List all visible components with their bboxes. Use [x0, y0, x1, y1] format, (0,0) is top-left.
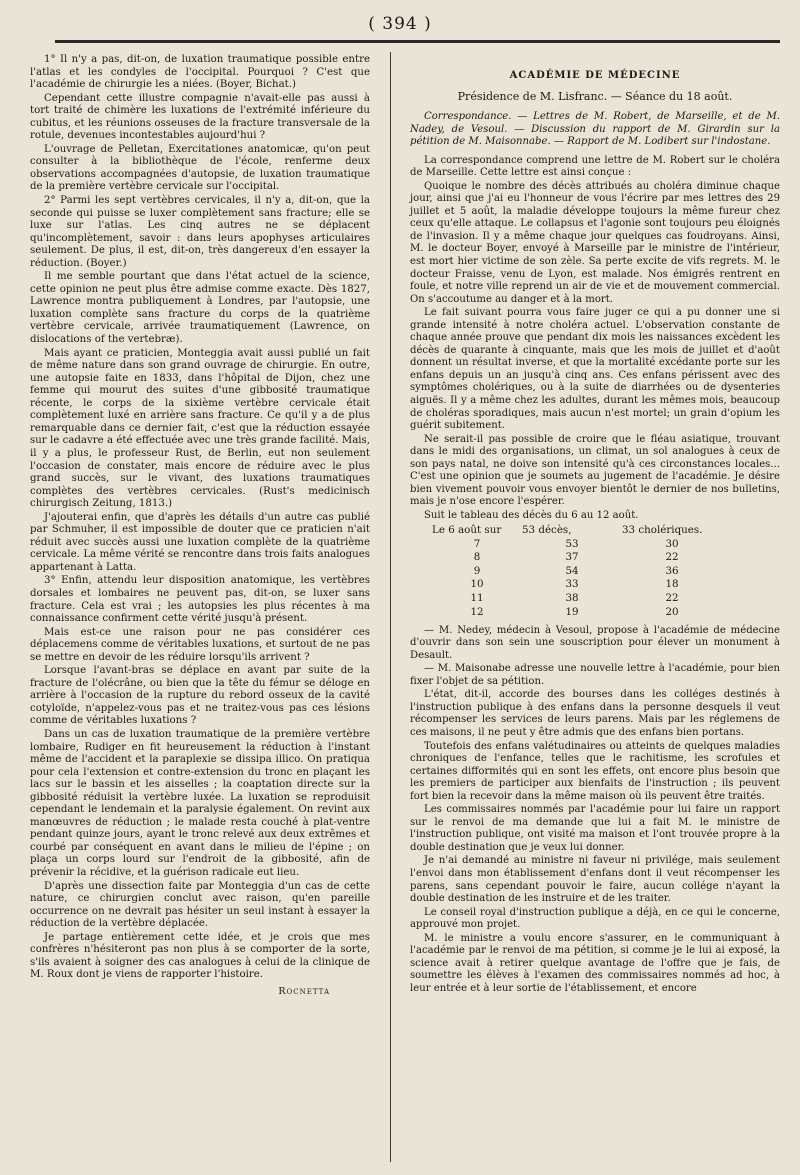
paragraph: Mais ayant ce praticien, Monteggia avait aussi publié un fait de même nature dans son grand ouvrage de chirurgie. En outre, une autopsie faite en 1833, dans l'hôpital de Dijon, chez une femme qui mourut des suites d'une gibbosité traumatique récente, le corps de la sixième vertèbre cervicale était complètement luxé en arrière sans fracture. Ce qu'il y a de plus remarquable dans ce dernier fait, c'est que la réduction essayée sur le cadavre a été effectuée avec une très grande facilité. Mais, il y a plus, le professeur Rust, de Berlin, eut non seulement l'occasion de constater, mais encore de réduire avec le plus grand succès, sur le vivant, des luxations traumatiques complètes des vertèbres cervicales. (Rust's medicinisch chirurgisch Zeitung, 1813.): [30, 347, 370, 510]
table-row: [432, 605, 722, 619]
column-divider: [390, 52, 391, 1162]
paragraph: Mais est-ce une raison pour ne pas considérer ces déplacemens comme de véritables luxations, et surtout de ne pas se mettre en devoir de les réduire lorsqu'ils arrivent ?: [30, 626, 370, 663]
author-signature: Rocnetta: [278, 985, 330, 997]
table-cell: 12: [470, 605, 484, 618]
paragraph: Lorsque l'avant-bras se déplace en avant par suite de la fracture de l'olécrâne, ou bien que la tête du fémur se déloge en arrière à l'occasion de la rupture du rebord osseux de la cavité cotyloïde, n'appelez-vous pas et ne traitez-vous pas ces lésions comme de véritables luxations ?: [30, 665, 370, 727]
table-cell: 53: [565, 537, 579, 550]
deaths-table: [432, 523, 722, 618]
paragraph: Dans un cas de luxation traumatique de la première vertèbre lombaire, Rudiger en fit heureusement la réduction à l'instant même de l'accident et la paraplexie se dissipa illico. On pratiqua pour cela l'extension et contre-extension du tronc en plaçant les lacs sur le bassin et les aisselles ; la coaptation directe sur la gibbosité réduisit la vertèbre luxée. La luxation se reproduisit cependant le lendemain et la paralysie également. On revint aux manœuvres de réduction ; le malade resta couché à plat-ventre pendant quinze jours, ayant le tronc relevé aux deux extrêmes et courbé par conséquent en avant dans le milieu de l'épine ; on plaça un corps lourd sur l'endroit de la gibbosité, afin de prévenir la récidive, et la guérison radicale eut lieu.: [30, 728, 370, 878]
table-cell: 54: [565, 564, 579, 577]
page-number: ( 394 ): [368, 14, 432, 34]
header-rule: [55, 40, 780, 43]
paragraph: L'état, dit-il, accorde des bourses dans les colléges destinés à l'instruction publique à des enfans dans la personne desquels il veut récompenser les services de leurs parens. Mais par les réglemens de ces maisons, il ne peut y être admis que des enfans bien portans.: [410, 689, 780, 738]
table-row: [432, 537, 722, 551]
table-cell: 30: [665, 537, 679, 550]
paragraph: Suit le tableau des décès du 6 au 12 août.: [424, 509, 639, 521]
paragraph: Quoique le nombre des décès attribués au choléra diminue chaque jour, ainsi que j'ai eu l'honneur de vous l'écrire par mes lettres des 29 juillet et 5 août, la maladie développe toujours la même fureur chez ceux qu'elle attaque. Le collapsus et l'agonie sont toujours peu éloignés de l'invasion. Il y a même chaque jour quelques cas foudroyans. Ainsi, M. le docteur Boyer, envoyé à Marseille par le ministre de l'intérieur, est mort hier victime de son zèle. Sa perte excite de vifs regrets. M. le docteur Fraisse, venu de Lyon, est malade. Nos émigrés rentrent en foule, et notre ville reprend un air de vie et de mouvement commercial. On s'accoutume au danger et à la mort.: [410, 180, 780, 305]
table-cell: 22: [665, 591, 679, 604]
paragraph: Cependant cette illustre compagnie n'avait-elle pas aussi à tort traité de chimère les luxations de l'extrémité inférieure du cubitus, et les réunions osseuses de la fracture transversale de la rotule, devenues incontestables aujourd'hui ?: [30, 92, 370, 142]
table-cell: 19: [565, 605, 579, 618]
paragraph: 1° Il n'y a pas, dit-on, de luxation traumatique possible entre l'atlas et les condyles de l'occipital. Pourquoi ? C'est que l'académie de chirurgie les a niées. (Boyer, Bichat.): [30, 54, 370, 91]
table-cell: 36: [665, 564, 679, 577]
table-header-cell: 53 décès,: [522, 523, 572, 536]
paragraph: D'après une dissection faite par Monteggia d'un cas de cette nature, ce chirurgien conclut avec raison, qu'en pareille occurrence on ne devrait pas hésiter un seul instant à essayer la réduction de la vertèbre déplacée.: [30, 880, 370, 930]
paragraph: La correspondance comprend une lettre de M. Robert sur le choléra de Marseille. Cette lettre est ainsi conçue :: [410, 154, 780, 179]
table-cell: 9: [473, 564, 481, 577]
table-row: [432, 564, 722, 578]
paragraph: Ne serait-il pas possible de croire que le fléau asiatique, trouvant dans le midi des organisations, un climat, un sol analogues à ceux de son pays natal, ne doive son intensité qu'à ces circonstances locales... C'est une opinion que je soumets au jugement de l'académie. Je désire bien vivement pouvoir vous envoyer bientôt le dernier de nos bulletins, mais je n'ose encore l'espérer.: [410, 433, 780, 508]
session-summary: Correspondance. — Lettres de M. Robert, de Marseille, et de M. Nadey, de Vesoul. — Discussion du rapport de M. Girardin sur la pétition de M. Maisonnabe. — Rapport de M. Lodibert sur l'indostane.: [410, 111, 780, 148]
paragraph: Le conseil royal d'instruction publique a déjà, en ce qui le concerne, approuvé mon projet.: [410, 906, 780, 931]
table-cell: 7: [473, 537, 481, 550]
paragraph: — M. Nedey, médecin à Vesoul, propose à l'académie de médecine d'ouvrir dans son sein une souscription pour élever un monument à Desault.: [410, 624, 780, 661]
table-cell: 8: [473, 551, 481, 564]
table-cell: 10: [470, 578, 484, 591]
table-cell: 37: [565, 551, 579, 564]
paragraph: 2° Parmi les sept vertèbres cervicales, il n'y a, dit-on, que la seconde qui puisse se luxer complètement sans fracture; elle se luxe sur l'atlas. Les cinq autres ne se déplacent qu'incomplètement, savoir : dans leurs apophyses articulaires seulement. De plus, il est, dit-on, très dangereux d'en essayer la réduction. (Boyer.): [30, 195, 370, 269]
table-cell: 33: [565, 578, 579, 591]
table-row: [432, 591, 722, 605]
table-header-cell: 33 cholériques.: [622, 523, 703, 536]
paragraph: Le fait suivant pourra vous faire juger ce qui a pu donner une si grande intensité à notre choléra actuel. L'observation constante de chaque année prouve que pendant dix mois les naissances excèdent les décès de quarante à cinquante, mais que les mois de juillet et d'août donnent un résultat inverse, et que la mortalité excédante porte sur les enfans depuis un an jusqu'à cinq ans. Ces enfans périssent avec des symptômes cholériques, ou à la suite de diarrhées ou de dysenteries aiguës. Il y a même chez les adultes, durant les mêmes mois, beaucoup de choléras sporadiques, mais aucun n'est mortel; un grain d'opium les guérit subitement.: [410, 307, 780, 432]
paragraph: J'ajouterai enfin, que d'après les détails d'un autre cas publié par Schmuher, il est impossible de douter que ce praticien n'ait réduit avec succès aussi une luxation complète de la quatrième cervicale. La même vérité se rencontre dans trois faits analogues appartenant à Latta.: [30, 511, 370, 573]
paragraph: Je partage entièrement cette idée, et je crois que mes confrères n'hésiteront pas non plus à se comporter de la sorte, s'ils avaient à soigner des cas analogues à celui de la clinique de M. Roux dont je viens de rapporter l'histoire.: [30, 931, 370, 981]
right-column: [410, 54, 780, 996]
paragraph: M. le ministre a voulu encore s'assurer, en le communiquant à l'académie par le renvoi de ma pétition, si comme je le lui ai exposé, la science avait à retirer quelque avantage de l'offre que je fais, de soumettre les élèves à l'examen des commissaires nommés ad hoc, à leur entrée et à leur sortie de l'établissement, et encore: [410, 932, 780, 994]
section-title: ACADÉMIE DE MÉDECINE: [509, 70, 681, 81]
table-row: [432, 551, 722, 565]
paragraph: Les commissaires nommés par l'académie pour lui faire un rapport sur le renvoi de ma demande que lui a fait M. le ministre de l'instruction publique, ont visité ma maison et l'ont trouvée propre à la double destination que je veux lui donner.: [410, 804, 780, 853]
table-cell: 20: [665, 605, 679, 618]
paragraph: Je n'ai demandé au ministre ni faveur ni privilége, mais seulement l'envoi dans mon établissement d'enfans dont il veut récompenser les parens, sans cependant pouvoir le faire, aucun collége n'ayant la double destination de les instruire et de les traiter.: [410, 855, 780, 905]
section-subtitle: Présidence de M. Lisfranc. — Séance du 18 août.: [457, 89, 733, 103]
paragraph: Toutefois des enfans valétudinaires ou atteints de quelques maladies chroniques de l'enfance, telles que le rachitisme, les scrofules et certaines difformités qui en sont les effets, ont encore plus besoin que les premiers de participer aux bienfaits de l'instruction ; ils peuvent fort bien la recevoir dans la même maison où ils peuvent être traités.: [410, 740, 780, 802]
table-cell: 38: [565, 591, 579, 604]
table-header-cell: Le 6 août sur: [432, 523, 502, 536]
table-row: [432, 578, 722, 592]
table-cell: 22: [665, 551, 679, 564]
table-cell: 18: [665, 578, 679, 591]
table-header-row: [432, 523, 722, 537]
paragraph: Il me semble pourtant que dans l'état actuel de la science, cette opinion ne peut plus être admise comme exacte. Dès 1827, Lawrence montra publiquement à Londres, par l'autopsie, une luxation complète sans fracture du corps de la quatrième vertèbre cervicale, arrivée traumatiquement (Lawrence, on dislocations of the vertebræ).: [30, 271, 370, 346]
paragraph: 3° Enfin, attendu leur disposition anatomique, les vertèbres dorsales et lombaires ne peuvent pas, dit-on, se luxer sans fracture. Cela est vrai ; les autopsies les plus récentes à ma connaissance confirment cette vérité jusqu'à présent.: [30, 575, 370, 625]
table-cell: 11: [470, 591, 484, 604]
paragraph: — M. Maisonabe adresse une nouvelle lettre à l'académie, pour bien fixer l'objet de sa pétition.: [410, 663, 780, 687]
left-column: [30, 54, 370, 998]
paragraph: L'ouvrage de Pelletan, Exercitationes anatomicæ, qu'on peut consulter à la bibliothèque de l'école, renferme deux observations accompagnées d'autopsie, de luxation traumatique de la première vertèbre cervicale sur l'occipital.: [30, 143, 370, 193]
